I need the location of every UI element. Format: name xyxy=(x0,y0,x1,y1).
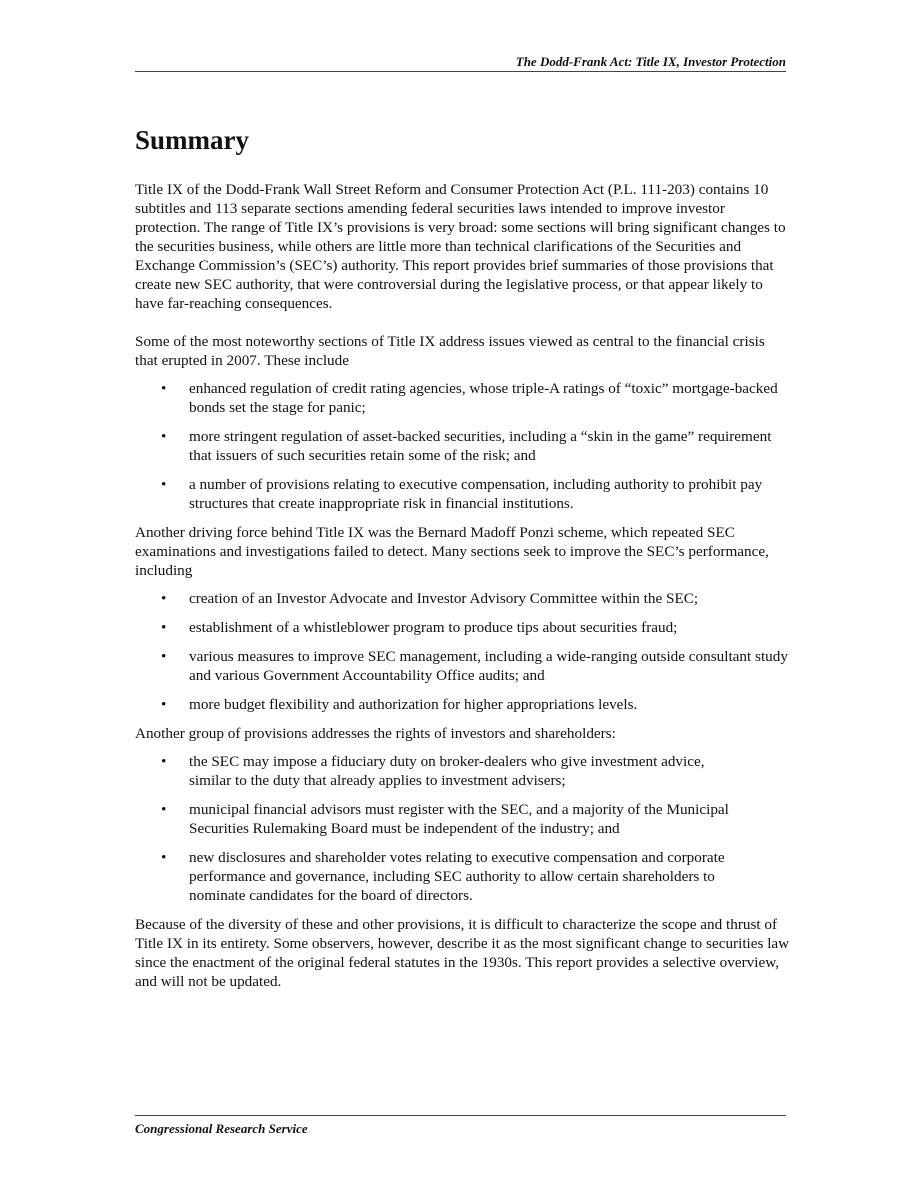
paragraph-intro: Title IX of the Dodd-Frank Wall Street Reform and Consumer Protection Act (P.L. 111-203) contains 10 subtitles and 113 separate sections amending federal securities laws intended to improve investor protection. The range of Title IX’s provisions is very broad: some sections will bring significant changes to the securities business, while others are little more than technical clarifications of the Securities and Exchange Commission’s (SEC’s) authority. This report provides brief summaries of those provisions that create new SEC authority, that were controversial during the legislative process, or that appear likely to have far-reaching consequences. xyxy=(135,181,786,312)
list-investor-rights xyxy=(135,752,790,905)
list-item: • a number of provisions relating to executive compensation, including authority to prohibit pay structures that create inappropriate risk in financial institutions. xyxy=(161,476,763,512)
list-item: • more budget flexibility and authorization for higher appropriations levels. xyxy=(161,696,638,713)
section-heading: Summary xyxy=(135,125,249,155)
bullet-icon: • xyxy=(161,380,167,397)
list-item: • municipal financial advisors must register with the SEC, and a majority of the Municipal Securities Rulemaking Board must be independent of the industry; and xyxy=(161,801,729,837)
bullet-icon: • xyxy=(161,476,167,493)
paragraph-investors: Another group of provisions addresses the rights of investors and shareholders: xyxy=(135,725,616,742)
running-header-title: The Dodd-Frank Act: Title IX, Investor Protection xyxy=(515,54,786,69)
paragraph-madoff: Another driving force behind Title IX was the Bernard Madoff Ponzi scheme, which repeated SEC examinations and investigations failed to detect. Many sections seek to improve the SEC’s performance, including xyxy=(135,524,769,579)
paragraph-conclusion: Because of the diversity of these and other provisions, it is difficult to characterize the scope and thrust of Title IX in its entirety. Some observers, however, describe it as the most significant change to securities law since the enactment of the original federal statutes in the 1930s. This report provides a selective overview, and will not be updated. xyxy=(135,916,790,990)
bullet-icon: • xyxy=(161,849,167,866)
paragraph-crisis: Some of the most noteworthy sections of Title IX address issues viewed as central to the financial crisis that erupted in 2007. These include xyxy=(135,333,765,369)
list-sec-performance xyxy=(135,589,790,714)
list-item: • the SEC may impose a fiduciary duty on broker-dealers who give investment advice, similar to the duty that already applies to investment advisers; xyxy=(161,753,705,789)
list-item: • enhanced regulation of credit rating agencies, whose triple-A ratings of “toxic” mortgage-backed bonds set the stage for panic; xyxy=(161,380,778,416)
running-header xyxy=(135,54,786,72)
list-crisis xyxy=(135,379,790,513)
bullet-icon: • xyxy=(161,696,167,713)
bullet-icon: • xyxy=(161,428,167,445)
list-item: • various measures to improve SEC management, including a wide-ranging outside consultant study and various Government Accountability Office audits; and xyxy=(161,648,788,684)
bullet-icon: • xyxy=(161,753,167,770)
bullet-icon: • xyxy=(161,648,167,665)
list-item: • more stringent regulation of asset-backed securities, including a “skin in the game” requirement that issuers of such securities retain some of the risk; and xyxy=(161,428,772,464)
list-item: • new disclosures and shareholder votes relating to executive compensation and corporate performance and governance, including SEC authority to allow certain shareholders to nominate candidates for the board of directors. xyxy=(161,849,725,904)
running-footer xyxy=(135,1115,786,1137)
page-content xyxy=(135,122,790,991)
list-item: • creation of an Investor Advocate and Investor Advisory Committee within the SEC; xyxy=(161,590,699,607)
list-item: • establishment of a whistleblower program to produce tips about securities fraud; xyxy=(161,619,678,636)
bullet-icon: • xyxy=(161,801,167,818)
footer-publisher: Congressional Research Service xyxy=(135,1121,308,1136)
bullet-icon: • xyxy=(161,619,167,636)
bullet-icon: • xyxy=(161,590,167,607)
